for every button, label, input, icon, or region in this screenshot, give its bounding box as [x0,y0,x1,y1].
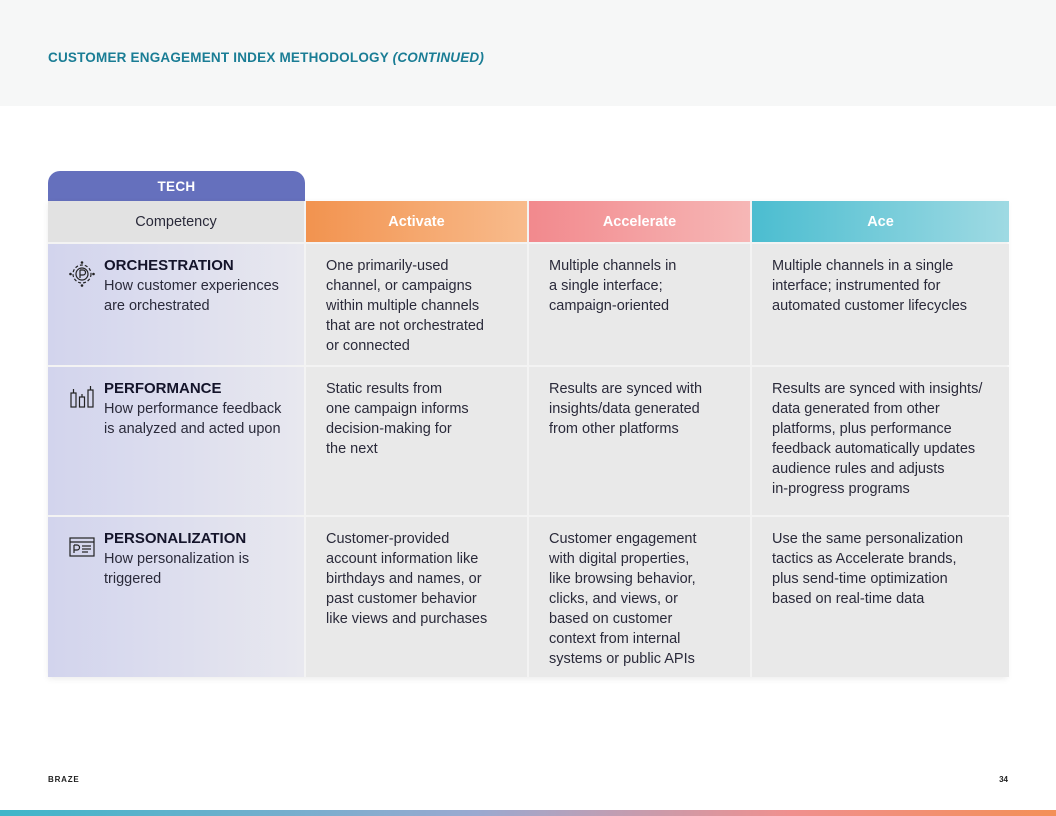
tech-tab-label: TECH [157,178,196,194]
competency-description: How personalization is triggered [104,551,250,587]
competency-performance [48,367,304,515]
competency-title: PERFORMANCE [104,380,222,397]
competency-description: How customer experiences are orchestrated [104,278,279,314]
cell-performance-ace: Results are synced with insights/ data generated from other platforms, plus performance feedback automatically updates audience rules and adjusts in-progress programs [752,367,1009,515]
page-title [48,50,484,65]
page-title-main: CUSTOMER ENGAGEMENT INDEX METHODOLOGY [48,50,389,65]
footer-brand: BRAZE [48,775,80,784]
methodology-table [48,201,1007,677]
header-ace: Ace [752,201,1009,242]
page-number: 34 [999,775,1008,784]
header-accelerate: Accelerate [529,201,750,242]
cell-personalization-ace: Use the same personalization tactics as Accelerate brands, plus send-time optimization based on real-time data [752,517,1009,677]
header-activate: Activate [306,201,527,242]
header-competency: Competency [48,201,304,242]
cell-personalization-activate: Customer-provided account information like birthdays and names, or past customer behavior like views and purchases [306,517,527,677]
cell-orchestration-accelerate: Multiple channels in a single interface; campaign-oriented [529,244,750,365]
personalization-card-icon [68,533,96,561]
competency-personalization [48,517,304,677]
competency-description: How performance feedback is analyzed and acted upon [104,401,282,437]
cell-performance-activate: Static results from one campaign informs decision-making for the next [306,367,527,515]
cell-performance-accelerate: Results are synced with insights/data generated from other platforms [529,367,750,515]
orchestration-gear-icon [68,260,96,288]
competency-title: PERSONALIZATION [104,530,247,547]
cell-personalization-accelerate: Customer engagement with digital properties, like browsing behavior, clicks, and views, or based on customer context from internal systems or public APIs [529,517,750,677]
competency-orchestration [48,244,304,365]
page-title-continued: (CONTINUED) [392,50,485,65]
cell-orchestration-ace: Multiple channels in a single interface; instrumented for automated customer lifecycles [752,244,1009,365]
bottom-gradient-bar [0,810,1056,816]
tech-tab [48,171,305,201]
cell-orchestration-activate: One primarily-used channel, or campaigns within multiple channels that are not orchestrated or connected [306,244,527,365]
performance-bar-chart-icon [68,383,96,411]
competency-title: ORCHESTRATION [104,257,234,274]
